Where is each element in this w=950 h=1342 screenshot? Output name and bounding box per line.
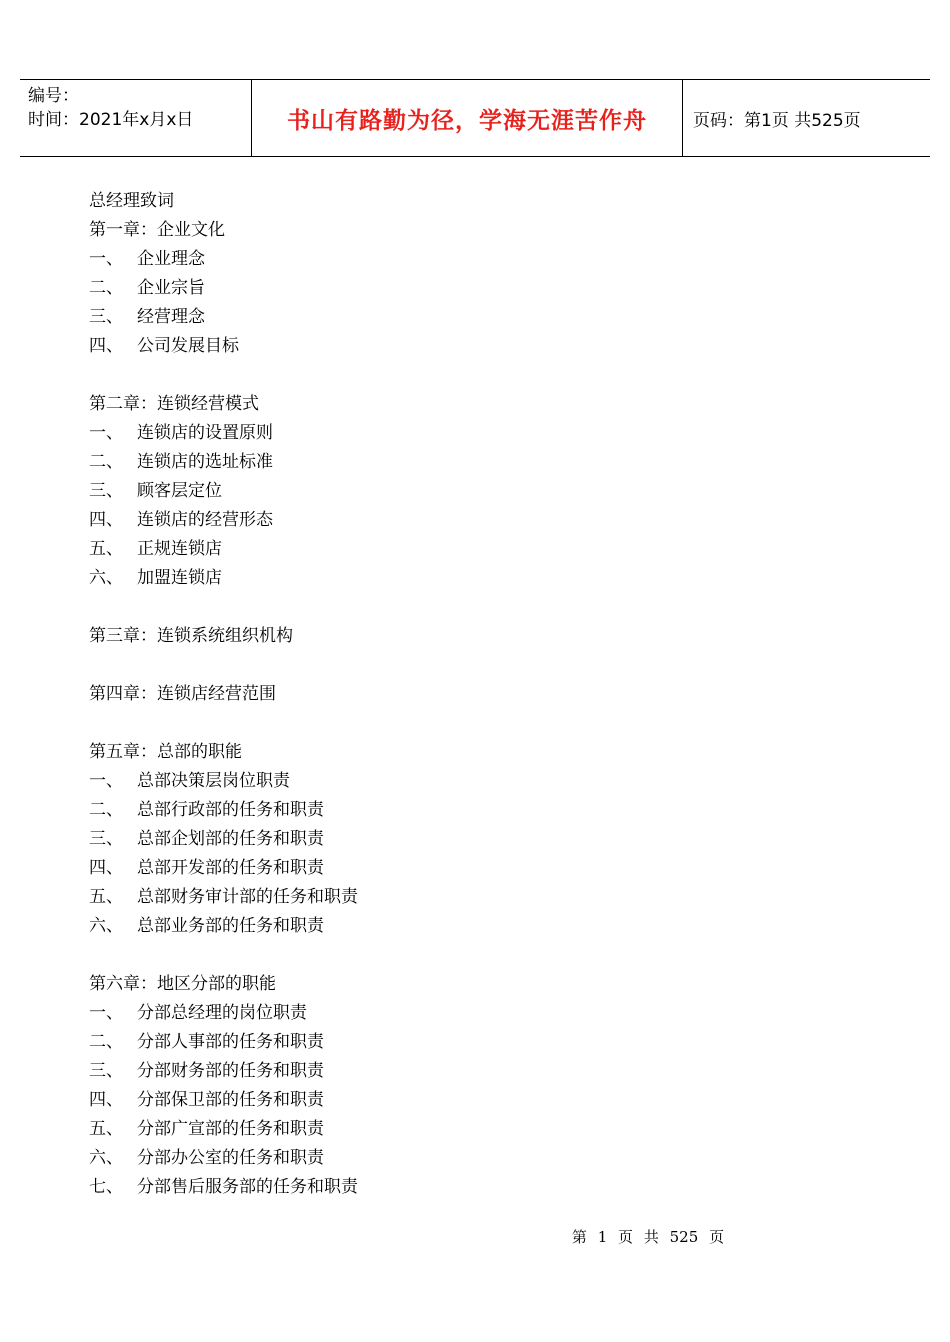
toc-item (89, 419, 789, 448)
toc-item (89, 303, 789, 332)
toc-item (89, 1173, 789, 1202)
toc-item-number: 二、 (89, 800, 123, 820)
toc-item-text: 顾客层定位 (137, 481, 222, 501)
toc-spacer (89, 361, 789, 390)
toc-item-number: 七、 (89, 1177, 123, 1197)
toc-spacer (89, 941, 789, 970)
toc-item-text: 总部业务部的任务和职责 (137, 916, 324, 936)
toc-chapter: 第一章：企业文化 (89, 220, 225, 240)
toc-item-number: 一、 (89, 249, 123, 269)
toc-item-number: 六、 (89, 916, 123, 936)
toc-item (89, 1028, 789, 1057)
toc-chapter: 第三章：连锁系统组织机构 (89, 626, 293, 646)
toc-item-number: 一、 (89, 771, 123, 791)
toc-item-number: 四、 (89, 336, 123, 356)
toc-item-text: 总部决策层岗位职责 (137, 771, 290, 791)
toc-item-number: 三、 (89, 1061, 123, 1081)
toc-item-text: 分部办公室的任务和职责 (137, 1148, 324, 1168)
toc-item-text: 总部企划部的任务和职责 (137, 829, 324, 849)
toc-item-number: 四、 (89, 1090, 123, 1110)
document-number-label: 编号： (28, 86, 79, 106)
toc-title: 总经理致词 (89, 191, 174, 211)
toc-item-number: 四、 (89, 858, 123, 878)
toc-item-text: 总部行政部的任务和职责 (137, 800, 324, 820)
footer-word-gong: 共 (643, 1228, 659, 1246)
footer-word-ye: 页 (618, 1228, 634, 1246)
toc-item-number: 五、 (89, 1119, 123, 1139)
toc-item (89, 999, 789, 1028)
toc-item-number: 五、 (89, 887, 123, 907)
toc-item-number: 五、 (89, 539, 123, 559)
toc-item-text: 经营理念 (137, 307, 205, 327)
toc-item-number: 六、 (89, 1148, 123, 1168)
toc-item-text: 分部财务部的任务和职责 (137, 1061, 324, 1081)
toc-item-number: 六、 (89, 568, 123, 588)
toc-item-text: 企业理念 (137, 249, 205, 269)
page-header (20, 79, 930, 157)
toc-item-number: 二、 (89, 278, 123, 298)
toc-chapter: 第六章：地区分部的职能 (89, 974, 276, 994)
toc-item-number: 二、 (89, 452, 123, 472)
toc-item (89, 564, 789, 593)
toc-item-text: 分部总经理的岗位职责 (137, 1003, 307, 1023)
toc-item (89, 1115, 789, 1144)
toc-item (89, 883, 789, 912)
footer-word-ye-end: 页 (709, 1228, 725, 1246)
toc-item-text: 分部广宣部的任务和职责 (137, 1119, 324, 1139)
toc-item-number: 一、 (89, 423, 123, 443)
toc-spacer (89, 651, 789, 680)
toc-item (89, 506, 789, 535)
toc-chapter: 第五章：总部的职能 (89, 742, 242, 762)
toc-spacer (89, 709, 789, 738)
toc-item (89, 796, 789, 825)
document-time-label: 时间：2021年x月x日 (28, 110, 194, 130)
footer-word-di: 第 (571, 1228, 587, 1246)
toc-item (89, 477, 789, 506)
table-of-contents (89, 187, 789, 1202)
toc-item-number: 三、 (89, 481, 123, 501)
toc-item (89, 1144, 789, 1173)
toc-item (89, 274, 789, 303)
toc-item-text: 连锁店的选址标准 (137, 452, 273, 472)
toc-item-text: 总部财务审计部的任务和职责 (137, 887, 358, 907)
toc-chapter: 第四章：连锁店经营范围 (89, 684, 276, 704)
header-meta (20, 80, 252, 156)
toc-item-text: 连锁店的经营形态 (137, 510, 273, 530)
footer-total-pages: 525 (669, 1228, 699, 1246)
toc-item (89, 1057, 789, 1086)
footer-page-number: 1 (597, 1228, 608, 1246)
header-page-info-cell (683, 80, 930, 156)
toc-item (89, 535, 789, 564)
toc-item-text: 公司发展目标 (137, 336, 239, 356)
toc-item (89, 245, 789, 274)
toc-item (89, 332, 789, 361)
toc-item-text: 企业宗旨 (137, 278, 205, 298)
toc-item-number: 三、 (89, 307, 123, 327)
toc-item-text: 分部售后服务部的任务和职责 (137, 1177, 358, 1197)
toc-item-number: 一、 (89, 1003, 123, 1023)
toc-item-text: 分部保卫部的任务和职责 (137, 1090, 324, 1110)
page-footer (0, 1226, 950, 1247)
toc-item (89, 854, 789, 883)
toc-item (89, 767, 789, 796)
toc-item-text: 连锁店的设置原则 (137, 423, 273, 443)
toc-item-number: 四、 (89, 510, 123, 530)
toc-item-text: 正规连锁店 (137, 539, 222, 559)
toc-item-text: 分部人事部的任务和职责 (137, 1032, 324, 1052)
toc-item (89, 912, 789, 941)
toc-item-number: 三、 (89, 829, 123, 849)
toc-item-number: 二、 (89, 1032, 123, 1052)
toc-item (89, 825, 789, 854)
toc-chapter: 第二章：连锁经营模式 (89, 394, 259, 414)
header-motto-cell (252, 80, 683, 156)
toc-item (89, 1086, 789, 1115)
header-motto: 书山有路勤为径，学海无涯苦作舟 (287, 107, 647, 134)
header-page-info: 页码：第1页 共525页 (693, 110, 861, 131)
toc-spacer (89, 593, 789, 622)
toc-item-text: 总部开发部的任务和职责 (137, 858, 324, 878)
toc-item (89, 448, 789, 477)
toc-item-text: 加盟连锁店 (137, 568, 222, 588)
